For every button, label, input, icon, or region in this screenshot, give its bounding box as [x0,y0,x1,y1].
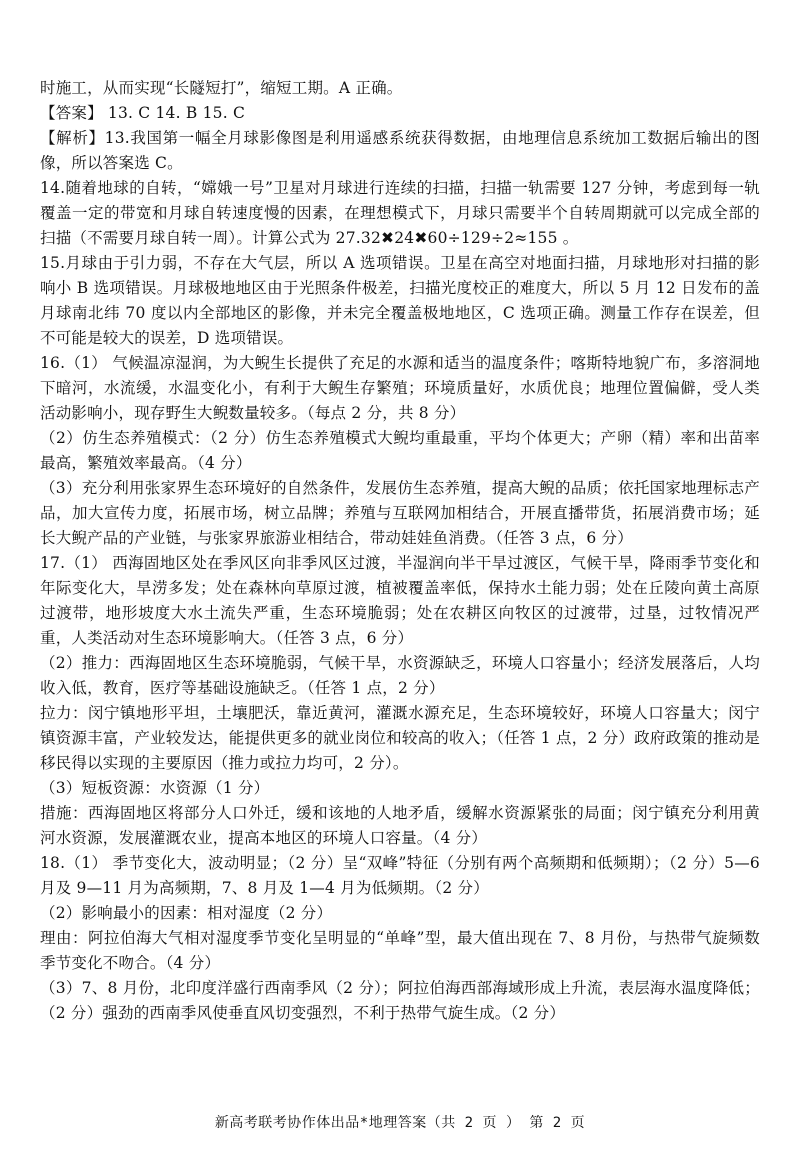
answer-17-2-pull: 拉力：闵宁镇地形平坦，土壤肥沃，靠近黄河，灌溉水源充足，生态环境较好，环境人口容量大；闵宁镇资源丰富，产业较发达，能提供更多的就业岗位和较高的收入；（任答 1 点，2 分）政府政策的推动是移民得以实现的主要原因（推力或拉力均可，2 分）。 [40,704,760,772]
answer-16-2: （2）仿生态养殖模式：（2 分）仿生态养殖模式大鲵均重最重，平均个体更大；产卵（精）率和出苗率最高，繁殖效率最高。（4 分） [40,429,760,472]
paragraph-continuation: 时施工，从而实现“长隧短打”，缩短工期。A 正确。 [40,79,403,97]
page-footer: 新高考联考协作体出品*地理答案（共 2 页 ） 第 2 页 [214,1115,586,1131]
analysis-15: 15.月球由于引力弱，不存在大气层，所以 A 选项错误。卫星在高空对地面扫描，月球地形对扫描的影响小 B 选项错误。月球极地地区由于光照条件极差，扫描光度校正的难度大，所以 5 月 12 日发布的盖月球南北纬 70 度以内全部地区的影像，并未完全覆盖极地地区，C 选项正确。测量工作存在误差，但不可能是较大的误差，D 选项错误。 [40,254,760,347]
answer-18-2-factor: （2）影响最小的因素：相对湿度（2 分） [40,904,333,922]
answer-17-3-measures: 措施：西海固地区将部分人口外迁，缓和该地的人地矛盾，缓解水资源紧张的局面；闵宁镇充分利用黄河水资源，发展灌溉农业，提高本地区的环境人口容量。（4 分） [40,804,760,847]
answer-17-2-push: （2）推力：西海固地区生态环境脆弱，气候干旱，水资源缺乏，环境人口容量小；经济发展落后，人均收入低，教育，医疗等基础设施缺乏。（任答 1 点，2 分） [40,654,760,697]
answer-content [40,76,760,1026]
answer-18-1: 18.（1） 季节变化大，波动明显；（2 分）呈“双峰”特征（分别有两个高频期和低频期）；（2 分）5—6 月及 9—11 月为高频期，7、8 月及 1—4 月为低频期。（2 分） [40,854,760,897]
answer-16-1: 16.（1） 气候温凉湿润，为大鲵生长提供了充足的水源和适当的温度条件；喀斯特地貌广布，多溶洞地下暗河，水流缓，水温变化小，有利于大鲵生存繁殖；环境质量好，水质优良；地理位置偏僻，受人类活动影响小，现存野生大鲵数量较多。（每点 2 分，共 8 分） [40,354,760,422]
answer-18-3: （3）7、8 月份，北印度洋盛行西南季风（2 分）；阿拉伯海西部海域形成上升流，表层海水温度降低；（2 分）强劲的西南季风使垂直风切变强烈，不利于热带气旋生成。（2 分） [40,979,760,1022]
answer-key-13-15: 【答案】 13. C 14. B 15. C [40,104,246,122]
answer-18-2-reason: 理由：阿拉伯海大气相对湿度季节变化呈明显的“单峰”型，最大值出现在 7、8 月份，与热带气旋频数季节变化不吻合。（4 分） [40,929,760,972]
analysis-13: 【解析】13.我国第一幅全月球影像图是利用遥感系统获得数据，由地理信息系统加工数据后输出的图像，所以答案选 C。 [40,129,760,172]
answer-17-3-resource: （3）短板资源：水资源（1 分） [40,779,270,797]
analysis-14: 14.随着地球的自转，“嫦娥一号”卫星对月球进行连续的扫描，扫描一轨需要 127 分钟，考虑到每一轨覆盖一定的带宽和月球自转速度慢的因素，在理想模式下，月球只需要半个自转周期就可以完成全部的扫描（不需要月球自转一周）。计算公式为 27.32✖24✖60÷129÷2≈155 。 [40,179,760,247]
answer-17-1: 17.（1） 西海固地区处在季风区向非季风区过渡，半湿润向半干旱过渡区，气候干旱，降雨季节变化和年际变化大，旱涝多发；处在森林向草原过渡，植被覆盖率低，保持水土能力弱；处在丘陵向黄土高原过渡带，地形坡度大水土流失严重，生态环境脆弱；处在农耕区向牧区的过渡带，过垦，过牧情况严重，人类活动对生态环境影响大。（任答 3 点，6 分） [40,554,760,647]
answer-16-3: （3）充分利用张家界生态环境好的自然条件，发展仿生态养殖，提高大鲵的品质；依托国家地理标志产品，加大宣传力度，拓展市场，树立品牌；养殖与互联网加相结合，开展直播带货，拓展消费市场；延长大鲵产品的产业链，与张家界旅游业相结合，带动娃娃鱼消费。（任答 3 点，6 分） [40,479,760,547]
